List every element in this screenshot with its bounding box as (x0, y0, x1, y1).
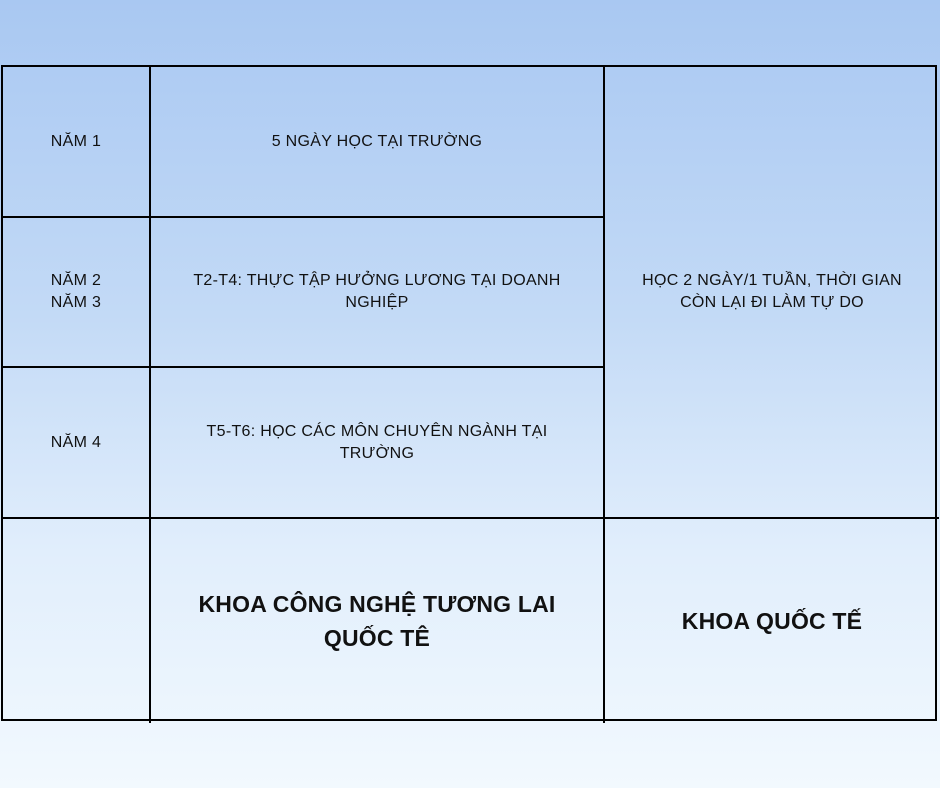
year-4-label: NĂM 4 (50, 433, 102, 451)
year-4-cell (3, 368, 151, 519)
international-schedule-cell (605, 67, 939, 519)
year-2-3-schedule-text: T2-T4: THỰC TẬP HƯỞNG LƯƠNG TẠI DOANH NGHIỆP (193, 272, 561, 311)
year-1-cell (3, 67, 151, 218)
year-2-3-cell (3, 218, 151, 368)
year-3-label: NĂM 3 (50, 294, 102, 311)
schedule-comparison-table (1, 65, 937, 721)
year-1-label: NĂM 1 (50, 132, 102, 150)
faculty-future-tech-title: KHOA CÔNG NGHỆ TƯƠNG LAI QUỐC TÊ (198, 591, 556, 651)
faculty-future-tech-cell (151, 519, 605, 723)
footer-empty-cell (3, 519, 151, 723)
year-1-schedule-text: 5 NGÀY HỌC TẠI TRƯỜNG (271, 132, 483, 150)
year-2-3-schedule-cell (151, 218, 605, 368)
year-4-schedule-text: T5-T6: HỌC CÁC MÔN CHUYÊN NGÀNH TẠI TRƯỜNG (206, 422, 548, 462)
international-schedule-text: HỌC 2 NGÀY/1 TUẦN, THỜI GIAN CÒN LẠI ĐI LÀM TỰ DO (642, 272, 902, 311)
year-4-schedule-cell (151, 368, 605, 519)
year-1-schedule-cell (151, 67, 605, 218)
year-2-label: NĂM 2 (50, 272, 102, 289)
faculty-international-title: KHOA QUỐC TẾ (681, 608, 863, 634)
faculty-international-cell (605, 519, 939, 723)
